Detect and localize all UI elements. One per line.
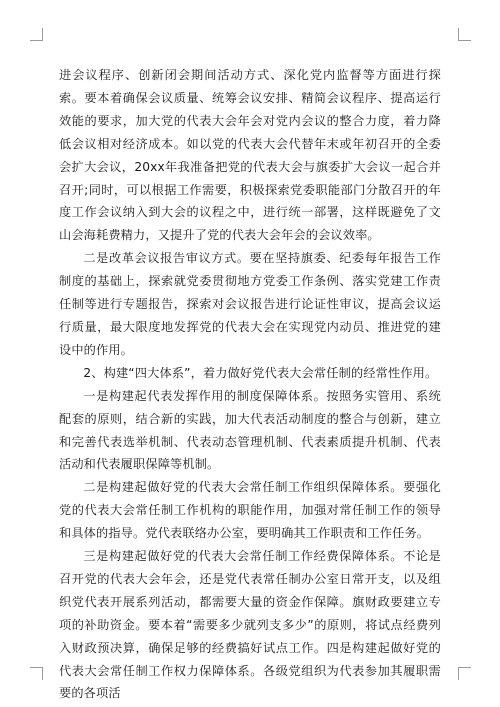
paragraph-funding-system: 三是构建起做好党的代表大会常任制工作经费保障体系。不论是召开党的代表大会年会，还是党代表常任制办公室日常开支，以及组织党代表开展系列活动，都需要大量的资金作保障。旗财政要建立专项的补助资金。要本着“需要多少就列支多少”的原则，将试点经费列入财政预决算，确保足够的经费搞好试点工作。四是构建起做好党的代表大会常任制工作权力保障体系。各级党组织为代表参加其履职需要的各项活 [59,549,441,701]
section-heading-four-systems: 2、构建“四大体系”，着力做好党代表大会常任制的经常性作用。 [83,365,438,380]
paragraph-organizational-system: 二是构建起做好党的代表大会常任制工作组织保障体系。要强化党的代表大会常任制工作机构的职能作用，加强对常任制工作的领导和具体的指导。党代表联络办公室，要明确其工作职责和工作任务。 [59,480,441,541]
paragraph-institutional-system: 一是构建起代表发挥作用的制度保障体系。按照务实管用、系统配套的原则，结合新的实践，加大代表活动制度的整合与创新，建立和完善代表选举机制、代表动态管理机制、代表素质提升机制、代表活动和代表履职保障等机制。 [59,388,441,472]
crop-mark-bottom-right [458,667,471,680]
paragraph-report-review: 二是改革会议报告审议方式。要在坚持旗委、纪委每年报告工作制度的基础上，探索就党委贯彻地方党委工作条例、落实党建工作责任制等进行专题报告，探索对会议报告进行论证性审议，提高会议运行质量，最大限度地发挥党的代表大会在实现党内动员、推进党的建设中的作用。 [59,251,441,357]
paragraph-continuation: 进会议程序、创新闭会期间活动方式、深化党内监督等方面进行探索。要本着确保会议质量、统筹会议安排、精简会议程序、提高运行效能的要求，加大党的代表大会年会对党内会议的整合力度，着力降低会议相对经济成本。如以党的代表大会代替年末或年初召开的全委会扩大会议，20xx年我准备把党的代表大会与旗委扩大会议一起合并召开;同时，可以根据工作需要，积极探索党委职能部门分散召开的年度工作会议纳入到大会的议程之中，进行统一部署，这样既避免了文山会海耗费精力，又提升了党的代表大会年会的会议效率。 [59,68,441,243]
crop-mark-bottom-left [30,667,43,680]
crop-mark-top-right [458,28,471,41]
document-body [59,64,441,705]
crop-mark-top-left [30,28,43,41]
